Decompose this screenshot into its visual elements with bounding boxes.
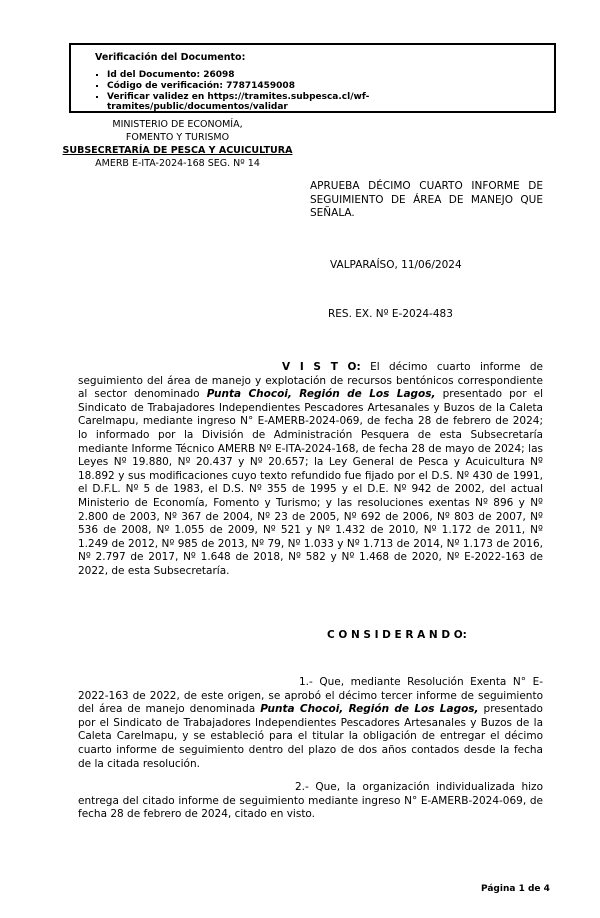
visto-label: V I S T O: [282, 361, 361, 373]
place-date: VALPARAÍSO, 11/06/2024 [330, 259, 462, 271]
verification-list [95, 70, 546, 112]
ministry-line1: MINISTERIO DE ECONOMÍA, [112, 119, 243, 130]
file-reference: AMERB E-ITA-2024-168 SEG. Nº 14 [95, 158, 260, 169]
considerando-1-text-2: presentado por el Sindicato de Trabajadores Independientes Pescadores Artesanales y Buzos de la Caleta Carelmapu, y se estableció para el titular la obligación de entregar el décimo cuarto informe de seguimiento dentro del plazo de dos años contados desde la fecha de la citada resolución. [78, 703, 543, 770]
visto-text-1: El décimo cuarto informe de seguimiento del área de manejo y explotación de recursos bentónicos correspondiente al sector denominado [78, 361, 543, 401]
verification-item-code: ▪ Código de verificación: 77871459008 [107, 81, 546, 91]
considerando-paragraph-1 [78, 676, 543, 771]
resolution-number: RES. EX. Nº E-2024-483 [328, 308, 453, 320]
verification-box [69, 43, 556, 113]
considerando-1-text-1: 1.- Que, mediante Resolución Exenta N° E-2022-163 de 2022, de este origen, se aprobó el décimo tercer informe de seguimiento del área de manejo denominada [78, 676, 543, 716]
verification-title: Verificación del Documento: [95, 52, 246, 63]
resolution-title: APRUEBA DÉCIMO CUARTO INFORME DE SEGUIMIENTO DE ÁREA DE MANEJO QUE SEÑALA. [310, 180, 543, 220]
considerando-1-area-name: Punta Chocoi, Región de Los Lagos, [260, 703, 479, 716]
verification-item-document-id: ▪ Id del Documento: 26098 [107, 70, 546, 80]
considerando-heading: C O N S I D E R A N D O: [327, 629, 467, 641]
visto-text-2: presentado por el Sindicato de Trabajadores Independientes Pescadores Artesanales y Buzos de la Caleta Carelmapu, mediante ingreso N° E-AMERB-2024-069, de fecha 28 de febrero de 2024; lo informado por la División de Administración Pesquera de esta Subsecretaría mediante Informe Técnico AMERB Nº E-ITA-2024-168, de fecha 28 de mayo de 2024; las Leyes Nº 19.880, Nº 20.437 y Nº 20.657; la Ley General de Pesca y Acuicultura Nº 18.892 y sus modificaciones cuyo texto refundido fue fijado por el D.S. Nº 430 de 1991, el D.F.L. Nº 5 de 1983, el D.S. Nº 355 de 1995 y el D.E. Nº 942 de 2002, del actual Ministerio de Economía, Fomento y Turismo; y las resoluciones exentas Nº 896 y Nº 2.800 de 2003, Nº 367 de 2004, Nº 23 de 2005, Nº 692 de 2006, Nº 803 de 2007, Nº 536 de 2008, Nº 1.055 de 2009, Nº 521 y Nº 1.432 de 2010, Nº 1.172 de 2011, Nº 1.249 de 2012, Nº 985 de 2013, Nº 79, Nº 1.033 y Nº 1.713 de 2014, Nº 1.173 de 2016, Nº 2.797 de 2017, Nº 1.648 de 2018, Nº 582 y Nº 1.468 de 2020, Nº E-2022-163 de 2022, de esta Subsecretaría. [78, 388, 543, 577]
considerando-paragraph-2: 2.- Que, la organización individualizada hizo entrega del citado informe de seguimiento mediante ingreso N° E-AMERB-2024-069, de fecha 28 de febrero de 2024, citado en visto. [78, 781, 543, 821]
ministry-line2: FOMENTO Y TURISMO [125, 132, 230, 143]
verification-item-url: ▪ Verificar validez en https://tramites.subpesca.cl/wf-tramites/public/documentos/validar [107, 92, 546, 112]
page-indicator: Página 1 de 4 [481, 884, 550, 894]
visto-paragraph [78, 361, 543, 579]
letterhead [55, 118, 300, 170]
subsecretaria-line: SUBSECRETARÍA DE PESCA Y ACUICULTURA [62, 145, 293, 156]
visto-area-name: Punta Chocoi, Región de Los Lagos, [206, 388, 436, 401]
